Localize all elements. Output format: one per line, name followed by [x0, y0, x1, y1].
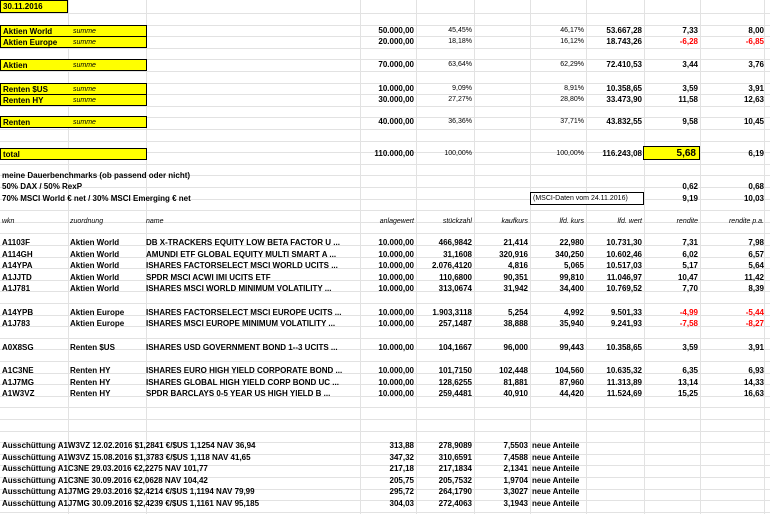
summary-pct-initial: 45,45% [448, 27, 472, 34]
summary-return: 3,44 [682, 60, 698, 69]
holding-lfd-kurs[interactable]: 44,420 [559, 389, 584, 398]
summary-value: 10.358,65 [606, 84, 642, 93]
summary-return-pa: -6,85 [745, 37, 764, 46]
holding-zuordnung[interactable]: Aktien World [70, 238, 120, 247]
holding-stueckzahl[interactable]: 110,6800 [439, 273, 472, 282]
holding-anlagewert[interactable]: 10.000,00 [378, 308, 414, 317]
summary-category-label: Aktien Europe [3, 38, 58, 47]
payout-shares[interactable]: 7,4588 [503, 453, 528, 462]
payout-label[interactable]: Ausschüttung A1J7MG 29.03.2016 $2,4214 €/$US 1,1194 NAV 79,99 [2, 487, 255, 496]
holding-anlagewert[interactable]: 10.000,00 [378, 250, 414, 259]
holding-rendite-pa[interactable]: -8,27 [745, 319, 764, 328]
summary-value: 33.473,90 [606, 95, 642, 104]
total-pct-current: 100,00% [556, 150, 584, 157]
holding-kaufkurs[interactable]: 31,942 [503, 284, 528, 293]
header-wkn: wkn [2, 218, 15, 225]
msci-note-box[interactable] [530, 192, 644, 205]
holding-name[interactable]: AMUNDI ETF GLOBAL EQUITY MULTI SMART A ... [146, 250, 337, 259]
holding-lfd-kurs[interactable]: 22,980 [559, 238, 584, 247]
summary-return-pa: 3,91 [748, 84, 764, 93]
payout-amount[interactable]: 205,75 [389, 476, 414, 485]
holding-wkn[interactable]: A1C3NE [2, 366, 34, 375]
holding-kaufkurs[interactable]: 4,816 [507, 261, 528, 270]
payout-note[interactable]: neue Anteile [532, 487, 580, 496]
holding-anlagewert[interactable]: 10.000,00 [378, 261, 414, 270]
summary-pct-current: 16,12% [560, 38, 584, 45]
holding-rendite-pa[interactable]: -5,44 [745, 308, 764, 317]
total-pct-initial: 100,00% [444, 150, 472, 157]
payout-euro[interactable]: 272,4063 [438, 499, 472, 508]
holding-name[interactable]: ISHARES MSCI EUROPE MINIMUM VOLATILITY ... [146, 319, 336, 328]
holding-lfd-kurs[interactable]: 34,400 [559, 284, 584, 293]
payout-euro[interactable]: 310,6591 [438, 453, 472, 462]
summary-pct-initial: 18,18% [448, 38, 472, 45]
holding-anlagewert[interactable]: 10.000,00 [378, 343, 414, 352]
holding-rendite[interactable]: 10,47 [677, 273, 698, 282]
payout-label[interactable]: Ausschüttung A1W3VZ 15.08.2016 $1,3783 €/$US 1,118 NAV 41,65 [2, 453, 251, 462]
holding-rendite[interactable]: 5,17 [682, 261, 698, 270]
payout-note[interactable]: neue Anteile [532, 453, 580, 462]
holding-rendite-pa[interactable]: 6,93 [748, 366, 764, 375]
summary-category-label: Renten $US [3, 85, 48, 94]
benchmark-return-pa: 10,03 [743, 194, 764, 203]
grid-row-line [0, 48, 770, 49]
holding-rendite[interactable]: -7,58 [679, 319, 698, 328]
summary-label-box[interactable] [0, 36, 147, 48]
summary-tag: summe [73, 97, 96, 104]
payout-amount[interactable]: 217,18 [389, 464, 414, 473]
holding-stueckzahl[interactable]: 257,1487 [438, 319, 472, 328]
total-label-box[interactable] [0, 148, 147, 160]
summary-category-label: Aktien [3, 61, 28, 70]
payout-shares[interactable]: 3,3027 [503, 487, 528, 496]
holding-lfd-kurs[interactable]: 340,250 [555, 250, 584, 259]
summary-sum: 40.000,00 [378, 117, 414, 126]
holding-zuordnung[interactable]: Renten HY [70, 378, 111, 387]
holding-name[interactable]: ISHARES GLOBAL HIGH YIELD CORP BOND UC ... [146, 378, 339, 387]
summary-tag: summe [73, 62, 96, 69]
total-label: total [3, 150, 20, 159]
holding-stueckzahl[interactable]: 104,1667 [438, 343, 472, 352]
holding-zuordnung[interactable]: Aktien Europe [70, 308, 125, 317]
holding-rendite-pa[interactable]: 6,57 [748, 250, 764, 259]
holding-kaufkurs[interactable]: 90,351 [503, 273, 528, 282]
benchmark-heading: meine Dauerbenchmarks (ob passend oder nicht) [2, 171, 191, 180]
summary-pct-initial: 27,27% [448, 96, 472, 103]
payout-amount[interactable]: 295,72 [389, 487, 414, 496]
holding-rendite[interactable]: 7,31 [682, 238, 698, 247]
holding-zuordnung[interactable]: Renten $US [70, 343, 115, 352]
holding-rendite-pa[interactable]: 16,63 [743, 389, 764, 398]
holding-stueckzahl[interactable]: 466,9842 [438, 238, 472, 247]
total-return-box[interactable] [643, 146, 700, 160]
holding-anlagewert[interactable]: 10.000,00 [378, 238, 414, 247]
payout-label[interactable]: Ausschüttung A1W3VZ 12.02.2016 $1,2841 €/$US 1,1254 NAV 36,94 [2, 441, 256, 450]
holding-kaufkurs[interactable]: 40,910 [503, 389, 528, 398]
summary-label-box[interactable] [0, 59, 147, 71]
holding-wkn[interactable]: A1JJTD [2, 273, 32, 282]
summary-sum: 10.000,00 [378, 84, 414, 93]
holding-wkn[interactable]: A1J7MG [2, 378, 35, 387]
holding-rendite-pa[interactable]: 11,42 [744, 273, 764, 282]
msci-note: (MSCI-Daten vom 24.11.2016) [533, 195, 628, 202]
holding-stueckzahl[interactable]: 128,6255 [438, 378, 472, 387]
holding-rendite[interactable]: 7,70 [682, 284, 698, 293]
grid-row-line [0, 129, 770, 130]
header-anlagewert: anlagewert [379, 218, 414, 225]
holding-rendite-pa[interactable]: 7,98 [748, 238, 764, 247]
grid-row-line [0, 13, 770, 14]
grid-col-line [764, 0, 765, 514]
payout-label[interactable]: Ausschüttung A1C3NE 30.09.2016 €2,0628 NAV 104,42 [2, 476, 208, 485]
payout-note[interactable]: neue Anteile [532, 476, 580, 485]
summary-sum: 50.000,00 [378, 26, 414, 35]
summary-sum: 70.000,00 [378, 60, 414, 69]
summary-value: 43.832,55 [606, 117, 642, 126]
holding-stueckzahl[interactable]: 1.903,3118 [432, 308, 472, 317]
holding-lfd-wert[interactable]: 10.731,30 [606, 238, 642, 247]
holding-stueckzahl[interactable]: 31,1608 [443, 250, 472, 259]
holding-rendite[interactable]: 13,14 [677, 378, 698, 387]
benchmark-label: 70% MSCI World € net / 30% MSCI Emerging € net [2, 194, 191, 203]
holding-zuordnung[interactable]: Aktien World [70, 273, 120, 282]
summary-return: -6,28 [679, 37, 698, 46]
grid-row-line [0, 361, 770, 362]
payout-shares[interactable]: 2,1341 [503, 464, 528, 473]
summary-value: 72.410,53 [606, 60, 642, 69]
holding-anlagewert[interactable]: 10.000,00 [378, 273, 414, 282]
holding-lfd-wert[interactable]: 10.517,03 [606, 261, 642, 270]
holding-zuordnung[interactable]: Aktien World [70, 261, 120, 270]
benchmark-return-pa: 0,68 [748, 182, 764, 191]
header-lfd-kurs: lfd. kurs [559, 218, 584, 225]
holding-name[interactable]: ISHARES MSCI WORLD MINIMUM VOLATILITY ... [146, 284, 332, 293]
header-lfd-wert: lfd. wert [617, 218, 642, 225]
holding-kaufkurs[interactable]: 21,414 [503, 238, 528, 247]
holding-kaufkurs[interactable]: 5,254 [507, 308, 528, 317]
holding-zuordnung[interactable]: Aktien Europe [70, 319, 125, 328]
header-zuordnung: zuordnung [70, 218, 104, 225]
summary-return-pa: 8,00 [748, 26, 764, 35]
summary-label-box[interactable] [0, 94, 147, 106]
summary-category-label: Aktien World [3, 27, 53, 36]
grid-row-line [0, 407, 770, 408]
holding-lfd-wert[interactable]: 10.635,32 [606, 366, 642, 375]
payout-label[interactable]: Ausschüttung A1J7MG 30.09.2016 $2,4239 €/$US 1,1161 NAV 95,185 [2, 499, 260, 508]
grid-row-line [0, 512, 770, 513]
payout-euro[interactable]: 205,7532 [438, 476, 472, 485]
holding-lfd-kurs[interactable]: 5,065 [563, 261, 584, 270]
payout-shares[interactable]: 1,9704 [503, 476, 528, 485]
date-cell[interactable] [0, 0, 68, 13]
holding-zuordnung[interactable]: Renten HY [70, 389, 111, 398]
holding-name[interactable]: ISHARES USD GOVERNMENT BOND 1--3 UCITS ... [146, 343, 338, 352]
grid-row-line [0, 71, 770, 72]
payout-amount[interactable]: 347,32 [389, 453, 414, 462]
holding-zuordnung[interactable]: Aktien World [70, 250, 120, 259]
holding-name[interactable]: DB X-TRACKERS EQUITY LOW BETA FACTOR U ... [146, 238, 340, 247]
holding-wkn[interactable]: A1W3VZ [2, 389, 35, 398]
summary-return: 7,33 [682, 26, 698, 35]
holding-kaufkurs[interactable]: 38,888 [503, 319, 528, 328]
summary-tag: summe [73, 86, 96, 93]
holding-lfd-wert[interactable]: 11.046,97 [606, 273, 642, 282]
summary-sum: 20.000,00 [378, 37, 414, 46]
benchmark-label: 50% DAX / 50% RexP [2, 182, 83, 191]
holding-kaufkurs[interactable]: 96,000 [503, 343, 528, 352]
holding-anlagewert[interactable]: 10.000,00 [378, 366, 414, 375]
payout-note[interactable]: neue Anteile [532, 464, 580, 473]
total-value: 116.243,08 [602, 149, 642, 158]
holding-lfd-wert[interactable]: 9.501,33 [610, 308, 642, 317]
grid-row-line [0, 303, 770, 304]
summary-return-pa: 3,76 [748, 60, 764, 69]
holding-lfd-wert[interactable]: 10.602,46 [606, 250, 642, 259]
holding-anlagewert[interactable]: 10.000,00 [378, 319, 414, 328]
holding-kaufkurs[interactable]: 320,916 [499, 250, 528, 259]
holding-stueckzahl[interactable]: 259,4481 [438, 389, 472, 398]
holding-zuordnung[interactable]: Renten HY [70, 366, 111, 375]
payout-euro[interactable]: 264,1790 [438, 487, 472, 496]
summary-sum: 30.000,00 [378, 95, 414, 104]
holding-wkn[interactable]: A14YPA [2, 261, 33, 270]
holding-zuordnung[interactable]: Aktien World [70, 284, 120, 293]
holding-lfd-kurs[interactable]: 99,443 [559, 343, 584, 352]
summary-value: 53.667,28 [606, 26, 642, 35]
holding-anlagewert[interactable]: 10.000,00 [378, 378, 414, 387]
total-sum: 110.000,00 [374, 149, 414, 158]
holding-lfd-wert[interactable]: 9.241,93 [610, 319, 642, 328]
summary-pct-initial: 36,36% [448, 118, 472, 125]
summary-return: 9,58 [682, 117, 698, 126]
date-text: 30.11.2016 [3, 2, 43, 11]
holding-wkn[interactable]: A0X8SG [2, 343, 34, 352]
payout-amount[interactable]: 313,88 [389, 441, 414, 450]
payout-shares[interactable]: 7,5503 [503, 441, 528, 450]
grid-row-line [0, 141, 770, 142]
holding-wkn[interactable]: A1J783 [2, 319, 31, 328]
summary-return-pa: 12,63 [743, 95, 764, 104]
holding-lfd-kurs[interactable]: 99,810 [559, 273, 584, 282]
summary-pct-initial: 63,64% [448, 61, 472, 68]
holding-rendite-pa[interactable]: 3,91 [748, 343, 764, 352]
holding-rendite-pa[interactable]: 8,39 [748, 284, 764, 293]
grid-row-line [0, 431, 770, 432]
payout-euro[interactable]: 217,1834 [438, 464, 472, 473]
summary-tag: summe [73, 28, 96, 35]
summary-pct-current: 37,71% [560, 118, 584, 125]
holding-wkn[interactable]: A14YPB [2, 308, 34, 317]
grid-row-line [0, 210, 770, 211]
grid-col-line [68, 0, 69, 514]
grid-row-line [0, 106, 770, 107]
header-rendite: rendite [676, 218, 698, 225]
holding-lfd-kurs[interactable]: 87,960 [559, 378, 584, 387]
holding-rendite-pa[interactable]: 14,33 [743, 378, 764, 387]
summary-category-label: Renten [3, 118, 31, 127]
summary-tag: summe [73, 39, 96, 46]
holding-kaufkurs[interactable]: 102,448 [499, 366, 528, 375]
grid-row-line [0, 164, 770, 165]
summary-return: 11,58 [678, 95, 698, 104]
summary-return: 3,59 [682, 84, 698, 93]
total-return-pa: 6,19 [748, 149, 764, 158]
header-name: name [146, 218, 164, 225]
payout-euro[interactable]: 278,9089 [438, 441, 472, 450]
holding-lfd-kurs[interactable]: 4,992 [563, 308, 584, 317]
holding-wkn[interactable]: A1103F [2, 238, 31, 247]
summary-category-label: Renten HY [3, 96, 44, 105]
holding-stueckzahl[interactable]: 313,0674 [438, 284, 472, 293]
grid-row-line [0, 338, 770, 339]
holding-kaufkurs[interactable]: 81,881 [503, 378, 528, 387]
holding-name[interactable]: SPDR MSCI ACWI IMI UCITS ETF [146, 273, 271, 282]
payout-label[interactable]: Ausschüttung A1C3NE 29.03.2016 €2,2275 NAV 101,77 [2, 464, 208, 473]
holding-rendite[interactable]: 15,25 [677, 389, 698, 398]
header-rendite-pa: rendite p.a. [728, 218, 764, 225]
summary-pct-current: 28,80% [560, 96, 584, 103]
holding-lfd-kurs[interactable]: 35,940 [559, 319, 584, 328]
benchmark-return: 9,19 [682, 194, 698, 203]
holding-lfd-wert[interactable]: 10.769,52 [606, 284, 642, 293]
holding-lfd-wert[interactable]: 11.313,89 [606, 378, 642, 387]
summary-pct-current: 8,91% [564, 85, 584, 92]
holding-name[interactable]: ISHARES FACTORSELECT MSCI EUROPE UCITS ... [146, 308, 342, 317]
holding-stueckzahl[interactable]: 101,7150 [438, 366, 472, 375]
summary-pct-initial: 9,09% [452, 85, 472, 92]
holding-name[interactable]: ISHARES EURO HIGH YIELD CORPORATE BOND ... [146, 366, 343, 375]
grid-row-line [0, 233, 770, 234]
holding-rendite[interactable]: 3,59 [682, 343, 698, 352]
holding-wkn[interactable]: A1J781 [2, 284, 31, 293]
holding-anlagewert[interactable]: 10.000,00 [378, 284, 414, 293]
payout-note[interactable]: neue Anteile [532, 499, 580, 508]
holding-lfd-kurs[interactable]: 104,560 [555, 366, 584, 375]
benchmark-return: 0,62 [682, 182, 698, 191]
holding-rendite-pa[interactable]: 5,64 [748, 261, 764, 270]
holding-lfd-wert[interactable]: 11.524,69 [606, 389, 642, 398]
grid-row-line [0, 419, 770, 420]
payout-note[interactable]: neue Anteile [532, 441, 580, 450]
holding-name[interactable]: ISHARES FACTORSELECT MSCI WORLD UCITS ... [146, 261, 338, 270]
summary-pct-current: 46,17% [560, 27, 584, 34]
summary-tag: summe [73, 119, 96, 126]
summary-return-pa: 10,45 [743, 117, 764, 126]
holding-rendite[interactable]: 6,35 [682, 366, 698, 375]
header-stueckzahl: stückzahl [442, 218, 472, 225]
summary-pct-current: 62,29% [560, 61, 584, 68]
holding-rendite[interactable]: 6,02 [682, 250, 698, 259]
holding-lfd-wert[interactable]: 10.358,65 [606, 343, 642, 352]
summary-value: 18.743,26 [606, 37, 642, 46]
header-kaufkurs: kaufkurs [501, 218, 528, 225]
holding-rendite[interactable]: -4,99 [679, 308, 698, 317]
holding-wkn[interactable]: A114GH [2, 250, 33, 259]
summary-label-box[interactable] [0, 116, 147, 128]
holding-name[interactable]: SPDR BARCLAYS 0-5 YEAR US HIGH YIELD B ... [146, 389, 331, 398]
payout-amount[interactable]: 304,03 [389, 499, 414, 508]
total-return: 5,68 [676, 148, 696, 159]
payout-shares[interactable]: 3,1943 [503, 499, 528, 508]
holding-stueckzahl[interactable]: 2.076,4120 [431, 261, 472, 270]
holding-anlagewert[interactable]: 10.000,00 [378, 389, 414, 398]
